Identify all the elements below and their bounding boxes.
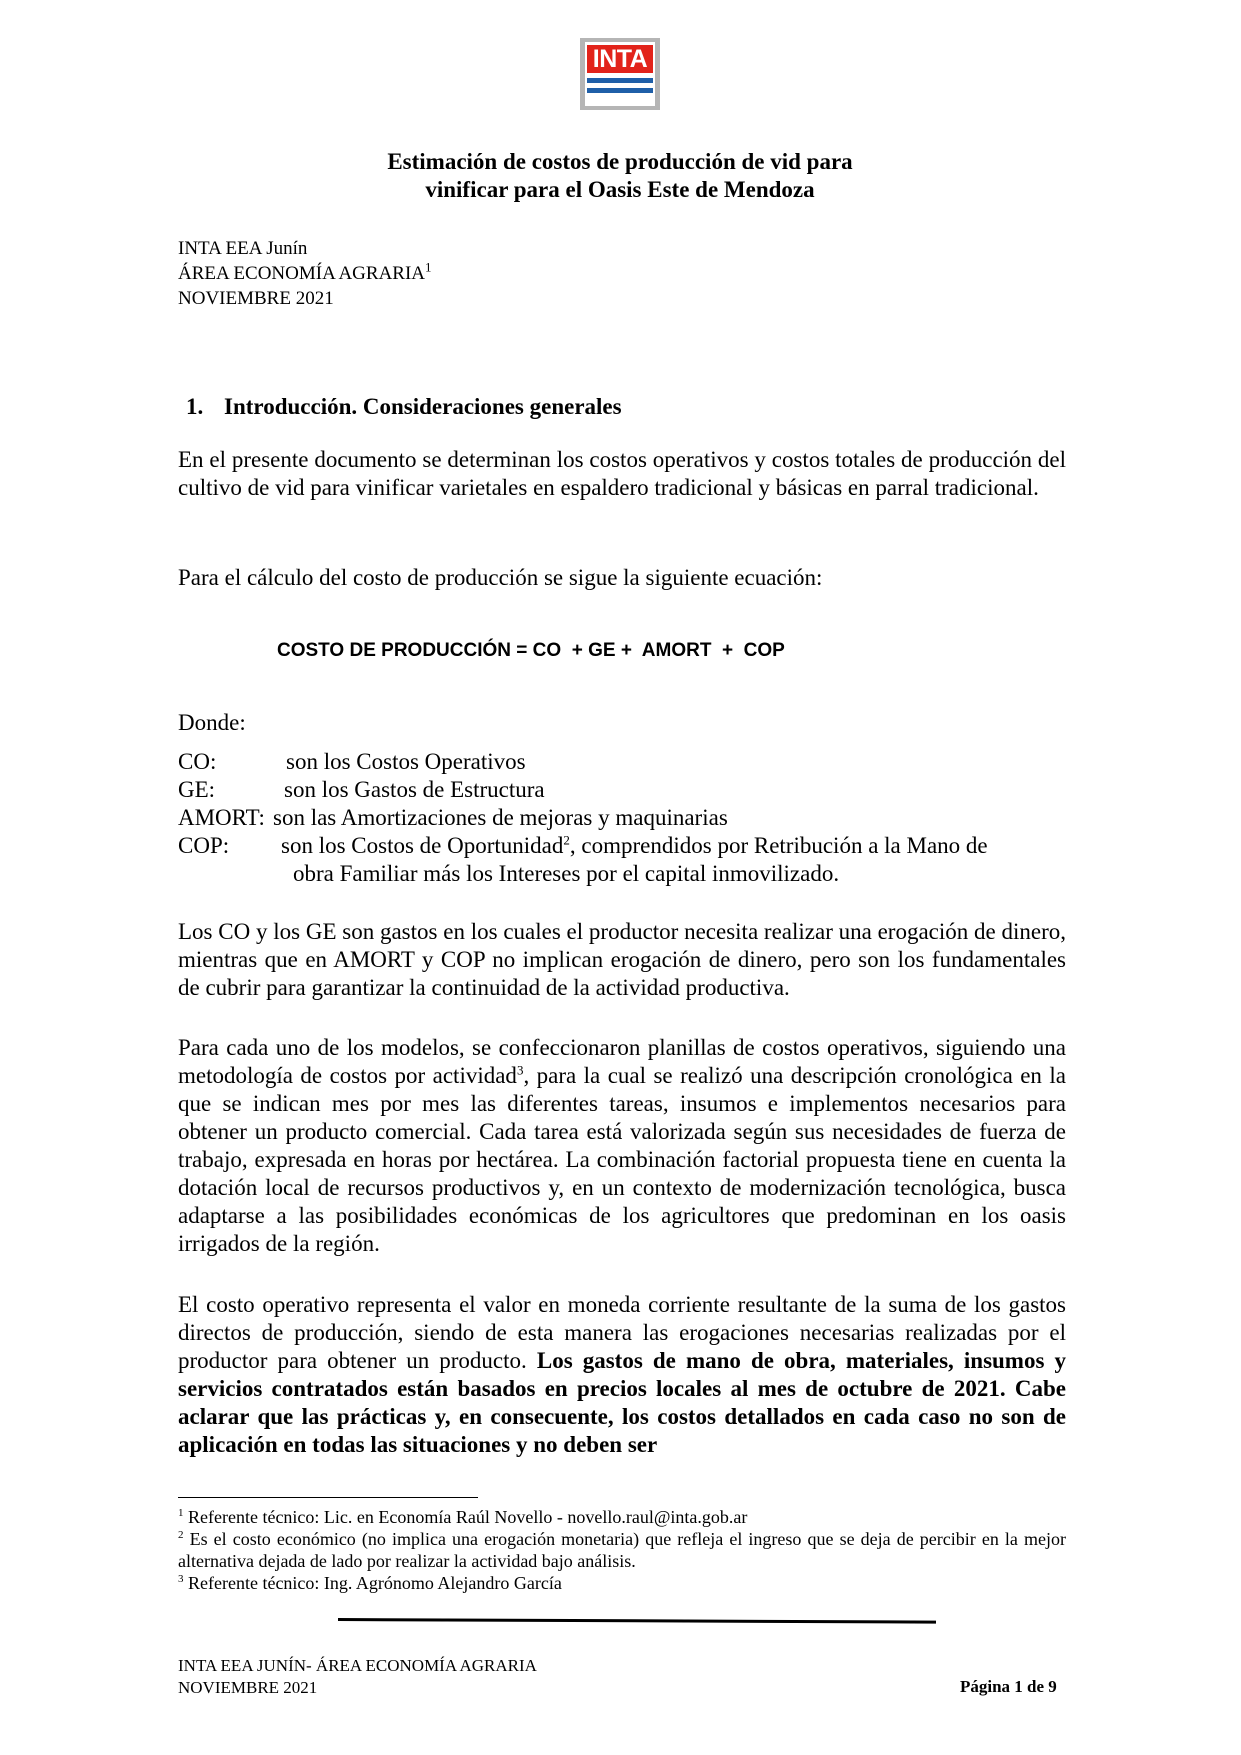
page-footer: [178, 1655, 537, 1699]
footnote-separator: [178, 1497, 478, 1498]
paragraph-intro: En el presente documento se determinan los costos operativos y costos totales de producción del cultivo de vid para vinificar varietales en espaldero tradicional y básicas en parral tradicional.: [178, 447, 1066, 500]
logo-text: INTA: [587, 45, 653, 73]
definition-amort: [178, 804, 1078, 832]
footnote-2: $^2$ Es el costo económico (no implica una erogación monetaria) que refleja el ingreso que se deja de percibir en la mejor alternativa dejada de lado por realizar la actividad bajo análisis.: [178, 1529, 1066, 1571]
footnote-1: $^1$ Referente técnico: Lic. en Economía Raúl Novello - novello.raul@inta.gob.ar: [178, 1507, 748, 1527]
document-title: [300, 148, 940, 204]
title-line-1: Estimación de costos de producción de vid para: [387, 149, 853, 174]
paragraph-bold-note: Los gastos de mano de obra, materiales, insumos y servicios contratados están basados en precios locales al mes de octubre de 2021. Cabe aclarar que las prácticas y, en consecuente, los costos detallados en cada caso no son de aplicación en todas las situaciones y no deben ser: [178, 1348, 1066, 1457]
paragraph-metodologia: Para cada uno de los modelos, se confeccionaron planillas de costos operativos, siguiendo una metodología de costos por actividad$^3$, para la cual se realizó una descripción cronológica en la que se indican mes por mes las diferentes tareas, insumos e implementos necesarios para obtener un producto comercial. Cada tarea está valorizada según sus necesidades de fuerza de trabajo, expresada en horas por hectárea. La combinación factorial propuesta tiene en cuenta la dotación local de recursos productivos y, en un contexto de modernización tecnológica, busca adaptarse a las posibilidades económicas de los agricultores que predominan en los oasis irrigados de la región.: [178, 1035, 1066, 1256]
definition-desc-continued: obra Familiar más los Intereses por el capital inmovilizado.: [293, 861, 840, 886]
section-number: 1.: [186, 394, 204, 419]
donde-label: Donde:: [178, 710, 246, 735]
footnote-ref-1: 1: [425, 259, 432, 275]
inta-logo: [580, 38, 660, 110]
meta-area-line: [178, 261, 432, 286]
footnotes: [178, 1506, 1066, 1594]
definition-co: [178, 748, 1078, 776]
title-line-2: vinificar para el Oasis Este de Mendoza: [425, 177, 815, 202]
definition-cop: [178, 832, 1078, 888]
page-number: Página 1 de 9: [960, 1677, 1057, 1696]
definition-desc: son los Gastos de Estructura: [284, 777, 545, 802]
document-meta: [178, 236, 432, 311]
footnote-ref-2: 2: [563, 832, 570, 848]
paragraph-costo-operativo: El costo operativo representa el valor en moneda corriente resultante de la suma de los gastos directos de producción, siendo de esta manera las erogaciones necesarias realizadas por el productor para obtener un producto. Los gastos de mano de obra, materiales, insumos y servicios contratados están basados en precios locales al mes de octubre de 2021. Cabe aclarar que las prácticas y, en consecuente, los costos detallados en cada caso no son de aplicación en todas las situaciones y no deben ser: [178, 1292, 1066, 1457]
definition-term: CO:: [178, 749, 217, 774]
definition-term: AMORT:: [178, 805, 265, 830]
paragraph-equation-intro: Para el cálculo del costo de producción se sigue la siguiente ecuación:: [178, 565, 823, 590]
footnote-3: $^3$ Referente técnico: Ing. Agrónomo Alejandro García: [178, 1573, 562, 1593]
paragraph-erogacion: Los CO y los GE son gastos en los cuales el productor necesita realizar una erogación de dinero, mientras que en AMORT y COP no implican erogación de dinero, pero son los fundamentales de cubrir para garantizar la continuidad de la actividad productiva.: [178, 919, 1066, 1000]
definition-desc: son los Costos Operativos: [286, 749, 526, 774]
definition-desc: son los Costos de Oportunidad$^2$, comprendidos por Retribución a la Mano de: [281, 832, 988, 858]
meta-area: ÁREA ECONOMÍA AGRARIA: [178, 263, 426, 284]
definition-ge: [178, 776, 1078, 804]
meta-date: NOVIEMBRE 2021: [178, 288, 334, 309]
definition-term: GE:: [178, 777, 216, 802]
section-title: Introducción. Consideraciones generales: [224, 394, 622, 419]
definition-desc: son las Amortizaciones de mejoras y maquinarias: [273, 805, 728, 830]
section-heading: [186, 394, 622, 420]
cost-equation: COSTO DE PRODUCCIÓN = CO + GE + AMORT + COP: [277, 640, 785, 661]
footer-separator: [338, 1618, 936, 1624]
footnote-ref-3: 3: [516, 1062, 524, 1078]
definition-term: COP:: [178, 833, 230, 858]
footer-date: NOVIEMBRE 2021: [178, 1678, 318, 1697]
meta-institution: INTA EEA Junín: [178, 238, 308, 259]
footer-institution: INTA EEA JUNÍN- ÁREA ECONOMÍA AGRARIA: [178, 1656, 537, 1675]
